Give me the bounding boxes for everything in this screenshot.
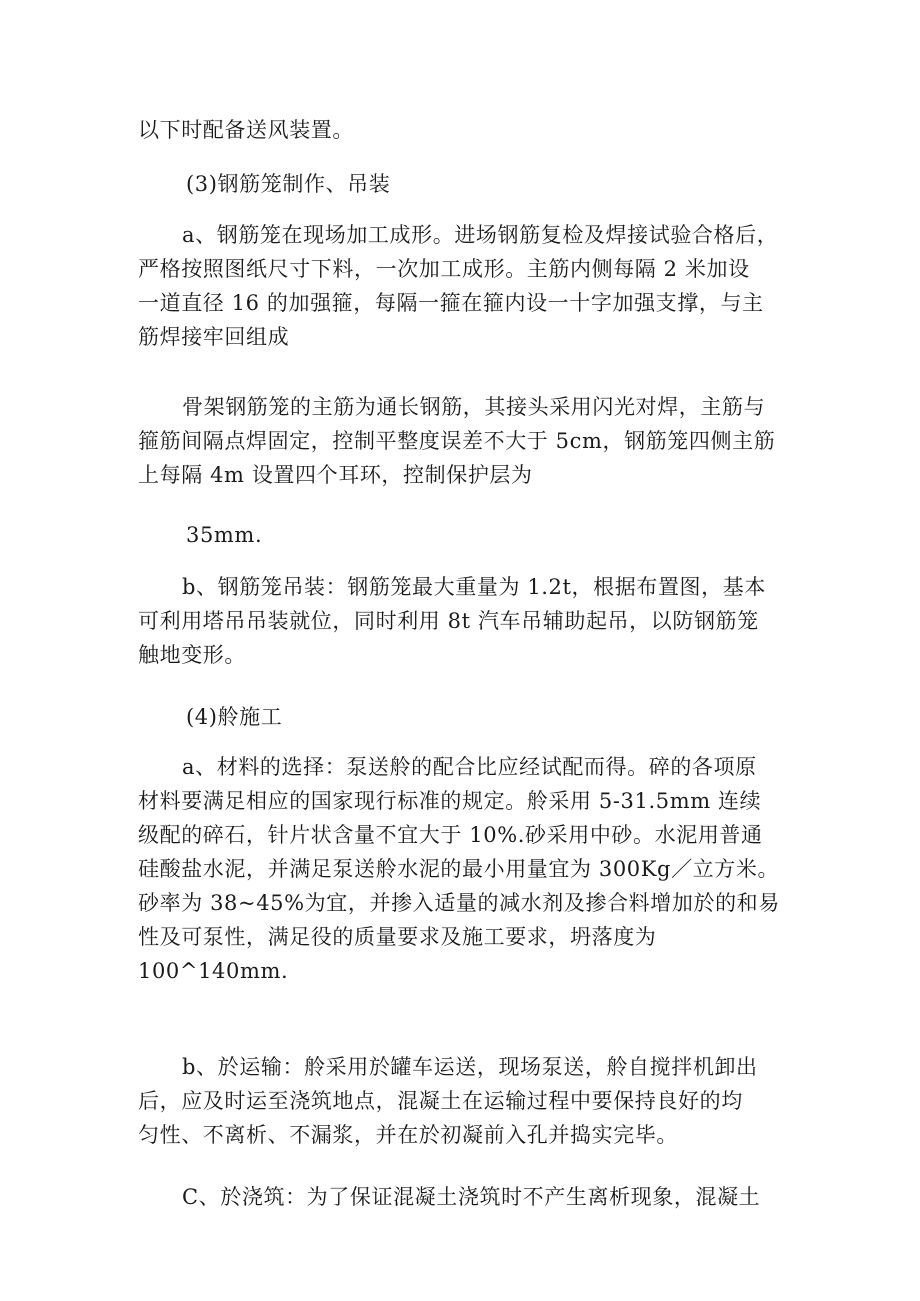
text-line: C、於浇筑：为了保证混凝土浇筑时不产生离析现象，混凝土 (182, 1185, 761, 1209)
text-line: 上每隔 4m 设置四个耳环，控制保护层为 (138, 463, 533, 487)
text-line: (4)舲施工 (186, 705, 283, 729)
paragraph-main-rebar (138, 390, 788, 492)
text-line: 35mm. (186, 523, 263, 547)
text-line: 可利用塔吊吊装就位，同时利用 8t 汽车吊辅助起吊，以防钢筋笼 (138, 609, 759, 633)
paragraph-pouring (138, 1180, 788, 1214)
section-heading-rebar-cage (186, 167, 836, 201)
text-line: 后，应及时运至浇筑地点，混凝土在运输过程中要保持良好的均 (138, 1089, 743, 1113)
text-line: 砂率为 38~45%为宜，并掺入适量的减水剂及掺合料增加於的和易 (138, 891, 780, 915)
text-line: 性及可泵性，满足役的质量要求及施工要求，坍落度为 (138, 925, 657, 949)
text-line: a、材料的选择：泵送舲的配合比应经试配而得。碎的各项原 (182, 755, 757, 779)
text-line: 箍筋间隔点焊固定，控制平整度误差不大于 5cm，钢筋笼四侧主筋 (138, 429, 776, 453)
text-line: 100^140mm. (138, 959, 289, 983)
text-line: b、於运输：舲采用於罐车运送，现场泵送，舲自搅拌机卸出 (182, 1055, 758, 1079)
text-line: 触地变形。 (138, 643, 246, 667)
text-line: 匀性、不离析、不漏浆，并在於初凝前入孔并捣实完毕。 (138, 1123, 678, 1147)
text-line: 级配的碎石，针片状含量不宜大于 10%.砂采用中砂。水泥用普通 (138, 823, 763, 847)
paragraph-cage-lifting (138, 570, 788, 672)
text-line: 材料要满足相应的国家现行标准的规定。舲采用 5-31.5mm 连续 (138, 789, 762, 813)
text-line: (3)钢筋笼制作、吊装 (186, 172, 391, 196)
text-line: 筋焊接牢回组成 (138, 325, 290, 349)
paragraph-transport (138, 1050, 788, 1152)
text-line: 一道直径 16 的加强箍，每隔一箍在箍内设一十字加强支撑，与主 (138, 291, 764, 315)
text-line: 骨架钢筋笼的主筋为通长钢筋，其接头采用闪光对焊，主筋与 (182, 395, 766, 419)
paragraph-cover-thickness (186, 518, 836, 552)
section-heading-concrete (186, 700, 836, 734)
text-line: 严格按照图纸尺寸下料，一次加工成形。主筋内侧每隔 2 米加设 (138, 257, 750, 281)
text-line: b、钢筋笼吊装：钢筋笼最大重量为 1.2t，根据布置图，基本 (182, 575, 766, 599)
paragraph-material-selection (138, 750, 788, 988)
text-line: 硅酸盐水泥，并满足泵送舲水泥的最小用量宜为 300Kg／立方米。 (138, 857, 780, 881)
text-line: a、钢筋笼在现场加工成形。进场钢筋复检及焊接试验合格后， (182, 223, 779, 247)
text-line: 以下时配备送风装置。 (138, 118, 354, 142)
paragraph-rebar-fabrication (138, 218, 788, 354)
paragraph-intro-tail (138, 113, 788, 147)
